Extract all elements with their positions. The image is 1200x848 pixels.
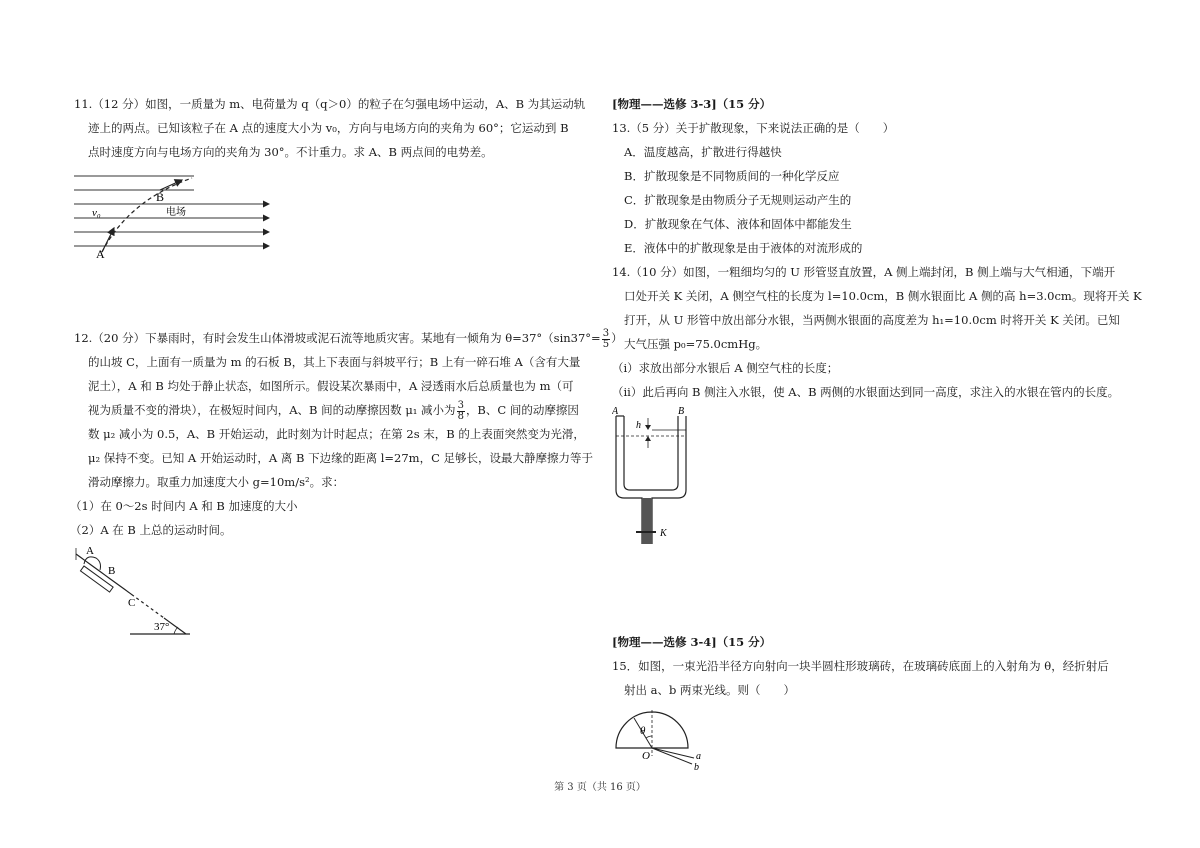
fraction-3-5 — [602, 329, 610, 350]
page-footer: 第 3 页（共 16 页） — [554, 782, 646, 793]
label-c: C — [128, 597, 136, 609]
u-tube-figure — [612, 406, 702, 546]
q14-part: （i）求放出部分水银后 A 侧空气柱的长度； — [612, 361, 839, 375]
label-angle: 37° — [154, 621, 170, 633]
velocity-arrow-b — [160, 180, 182, 190]
label-theta: θ — [640, 725, 646, 737]
fraction-numerator: 3 — [602, 327, 610, 339]
q12-line1-tail: ） — [611, 331, 623, 345]
question-11 — [74, 92, 594, 164]
section-header: [物理——选修 3-4]（15 分） — [612, 635, 772, 649]
q11-line: 迹上的两点。已知该粒子在 A 点的速度大小为 v₀，方向与电场方向的夹角为 60°；它运动到 B — [88, 121, 569, 135]
fraction-numerator: 3 — [457, 399, 464, 411]
h-arrow-head-top — [645, 425, 651, 430]
q13-option: C．扩散现象是由物质分子无规则运动产生的 — [624, 193, 852, 207]
half-cylinder-figure — [612, 706, 722, 774]
q12-part-1: （1）在 0～2s 时间内 A 和 B 加速度的大小 — [70, 499, 298, 513]
q12-part-2: （2）A 在 B 上总的运动时间。 — [70, 523, 232, 537]
q15-line: 15．如图，一束光沿半径方向射向一块半圆柱形玻璃砖，在玻璃砖底面上的入射角为 θ，经折射后 — [612, 659, 1109, 673]
label-field: 电场 — [166, 207, 186, 218]
section-header: [物理——选修 3-3]（15 分） — [612, 97, 772, 111]
label-a: A — [96, 247, 105, 260]
label-o: O — [642, 750, 650, 762]
q11-line: 11.（12 分）如图，一质量为 m、电荷量为 q（q＞0）的粒子在匀强电场中运动，A、B 为其运动轨 — [74, 97, 586, 111]
q14-line: 14.（10 分）如图，一粗细均匀的 U 形管竖直放置，A 侧上端封闭，B 侧上端与大气相通，下端开 — [612, 265, 1116, 279]
label-b: b — [694, 762, 699, 773]
theta-arc — [646, 736, 652, 738]
electric-field-figure — [74, 170, 274, 260]
q12-line5-text: 视为质量不变的滑块），在极短时间内，A、B 间的动摩擦因数 μ₁ 减小为 — [88, 403, 456, 417]
q12-line: μ₂ 保持不变。已知 A 开始运动时，A 离 B 下边缘的距离 l=27m，C 足够长，设最大静摩擦力等于 — [88, 451, 594, 465]
q13-option: B．扩散现象是不同物质间的一种化学反应 — [624, 169, 840, 183]
label-a: a — [696, 751, 701, 762]
left-column — [70, 92, 623, 644]
h-arrow-head-bottom — [645, 436, 651, 441]
label-v0: v₀ — [92, 207, 101, 219]
q12-line — [74, 326, 623, 350]
label-h: h — [636, 420, 641, 431]
q13-option: D．扩散现象在气体、液体和固体中都能发生 — [624, 217, 852, 231]
label-a: A — [612, 406, 619, 417]
question-12 — [70, 326, 623, 542]
q12-line5-tail: ，B、C 间的动摩擦因 — [465, 403, 579, 417]
q12-line — [74, 398, 594, 422]
q14-line: 大气压强 p₀=75.0cmHg。 — [624, 337, 768, 351]
q15-line: 射出 a、b 两束光线。则（ ） — [624, 683, 796, 697]
label-b: B — [678, 406, 685, 417]
q12-line: 滑动摩擦力。取重力加速度大小 g=10m/s²。求： — [88, 475, 345, 489]
angle-arc — [174, 627, 178, 634]
fraction-3-8 — [457, 401, 465, 422]
q13-option: E．液体中的扩散现象是由于液体的对流形成的 — [624, 241, 863, 255]
incline-figure — [74, 544, 204, 644]
label-b: B — [108, 565, 116, 577]
q12-line: 泥土），A 和 B 均处于静止状态，如图所示。假设某次暴雨中，A 浸透雨水后总质量也为 m（可 — [88, 379, 574, 393]
q13-stem: 13.（5 分）关于扩散现象，下来说法正确的是（ ） — [612, 121, 895, 135]
incline-slope — [76, 554, 186, 634]
right-column — [612, 92, 1142, 774]
q14-line: 口处开关 K 关闭，A 侧空气柱的长度为 l=10.0cm，B 侧水银面比 A 侧的高 h=3.0cm。现将开关 K — [624, 289, 1142, 303]
label-a: A — [86, 545, 94, 557]
mercury-column — [642, 498, 652, 544]
q13-option: A．温度越高，扩散进行得越快 — [624, 145, 782, 159]
q14-line: 打开，从 U 形管中放出部分水银，当两侧水银面的高度差为 h₁=10.0cm 时将开关 K 关闭。已知 — [624, 313, 1120, 327]
q11-line: 点时速度方向与电场方向的夹角为 30°。不计重力。求 A、B 两点间的电势差。 — [88, 145, 493, 159]
q12-line1-text: 12.（20 分）下暴雨时，有时会发生山体滑坡或泥石流等地质灾害。某地有一倾角为 θ=37°（sin37°= — [74, 331, 601, 345]
q14-part: （ii）此后再向 B 侧注入水银，使 A、B 两侧的水银面达到同一高度，求注入的水银在管内的长度。 — [612, 385, 1120, 399]
section-3-4 — [612, 630, 1132, 702]
label-k: K — [660, 528, 667, 539]
label-b: B — [156, 190, 165, 204]
q12-line: 的山坡 C，上面有一质量为 m 的石板 B，其上下表面与斜坡平行；B 上有一碎石堆 A（含有大量 — [88, 355, 581, 369]
fraction-denominator: 8 — [457, 410, 464, 422]
section-3-3 — [612, 92, 1142, 404]
q12-line: 数 μ₂ 减小为 0.5，A、B 开始运动，此时刻为计时起点；在第 2s 末，B 的上表面突然变为光滑， — [88, 427, 585, 441]
fraction-denominator: 5 — [602, 338, 610, 350]
